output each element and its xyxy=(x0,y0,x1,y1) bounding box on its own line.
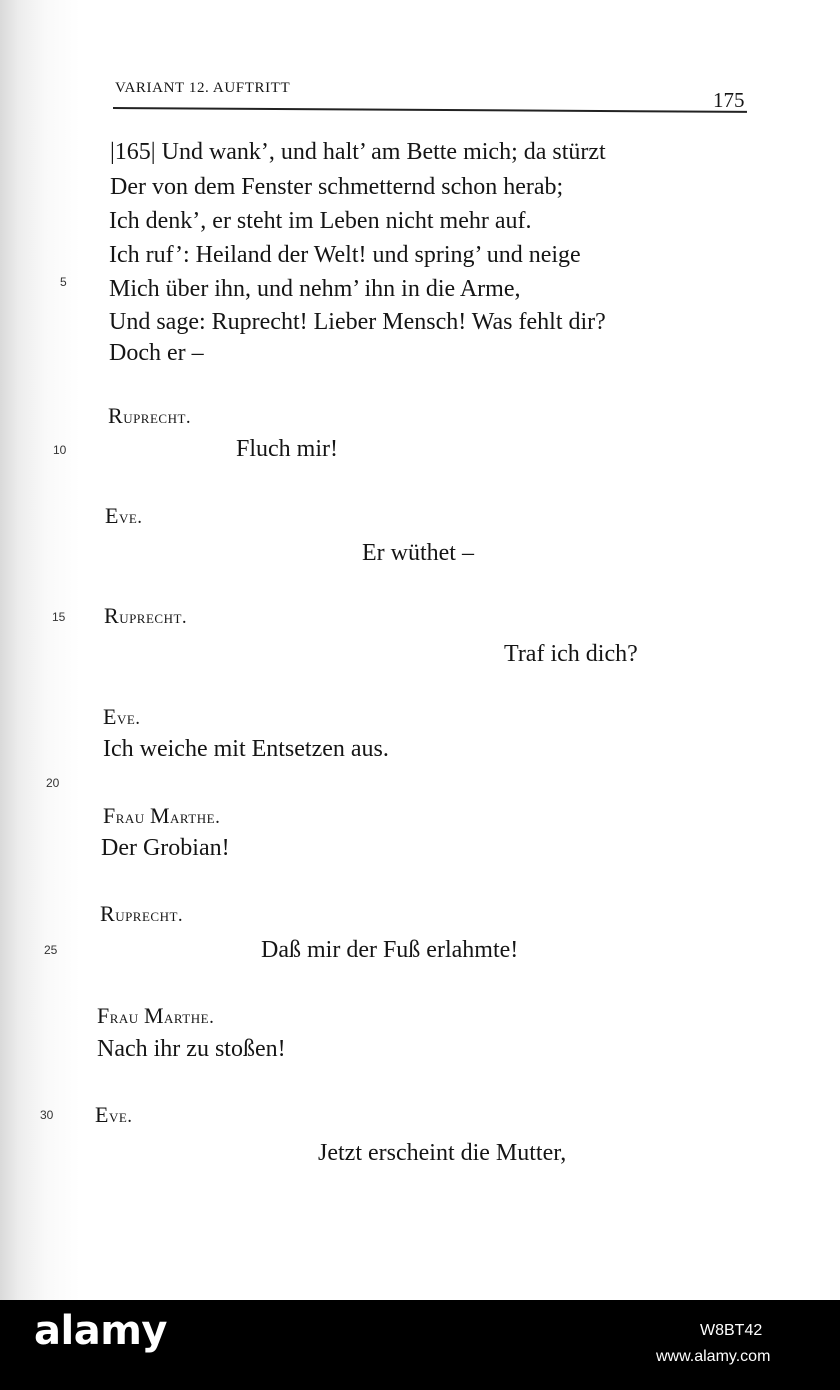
verse-line: Der Grobian! xyxy=(101,835,230,861)
verse-line: Der von dem Fenster schmetternd schon herab; xyxy=(110,174,564,200)
page-number: 175 xyxy=(713,88,745,112)
verse-line: Traf ich dich? xyxy=(504,641,638,667)
speaker-name: Ruprecht. xyxy=(108,403,192,428)
speaker-name: Eve. xyxy=(103,704,141,729)
site-url: www.alamy.com xyxy=(656,1348,771,1365)
verse-line: Mich über ihn, und nehm’ ihn in die Arme, xyxy=(109,276,521,302)
line-number: 25 xyxy=(44,943,58,957)
verse-line: Daß mir der Fuß erlahmte! xyxy=(261,937,519,963)
line-number: 5 xyxy=(60,275,67,289)
line-number: 30 xyxy=(40,1108,54,1122)
speaker-name: Ruprecht. xyxy=(100,901,184,926)
line-number: 20 xyxy=(46,776,60,790)
verse-line: Jetzt erscheint die Mutter, xyxy=(318,1140,567,1166)
verse-line: |165| Und wank’, und halt’ am Bette mich; da stürzt xyxy=(110,139,606,165)
speaker-name: Eve. xyxy=(105,503,143,528)
line-number: 15 xyxy=(52,610,66,624)
verse-line: Ich ruf’: Heiland der Welt! und spring’ und neige xyxy=(109,242,581,268)
image-id: W8BT42 xyxy=(700,1322,763,1339)
verse-line: Er wüthet – xyxy=(362,540,474,566)
speaker-name: Frau Marthe. xyxy=(97,1003,215,1028)
header-rule xyxy=(113,107,747,112)
speaker-name: Eve. xyxy=(95,1102,133,1127)
verse-line: Nach ihr zu stoßen! xyxy=(97,1036,286,1062)
verse-line: Und sage: Ruprecht! Lieber Mensch! Was fehlt dir? xyxy=(109,309,606,335)
line-number: 10 xyxy=(53,443,67,457)
alamy-logo: alamy xyxy=(34,1308,167,1354)
verse-line: Ich weiche mit Entsetzen aus. xyxy=(103,736,389,762)
speaker-name: Ruprecht. xyxy=(104,603,188,628)
verse-line: Doch er – xyxy=(109,340,204,366)
verse-line: Fluch mir! xyxy=(236,436,338,462)
running-header: VARIANT 12. AUFTRITT xyxy=(115,80,291,96)
verse-line: Ich denk’, er steht im Leben nicht mehr auf. xyxy=(109,208,532,234)
speaker-name: Frau Marthe. xyxy=(103,803,221,828)
